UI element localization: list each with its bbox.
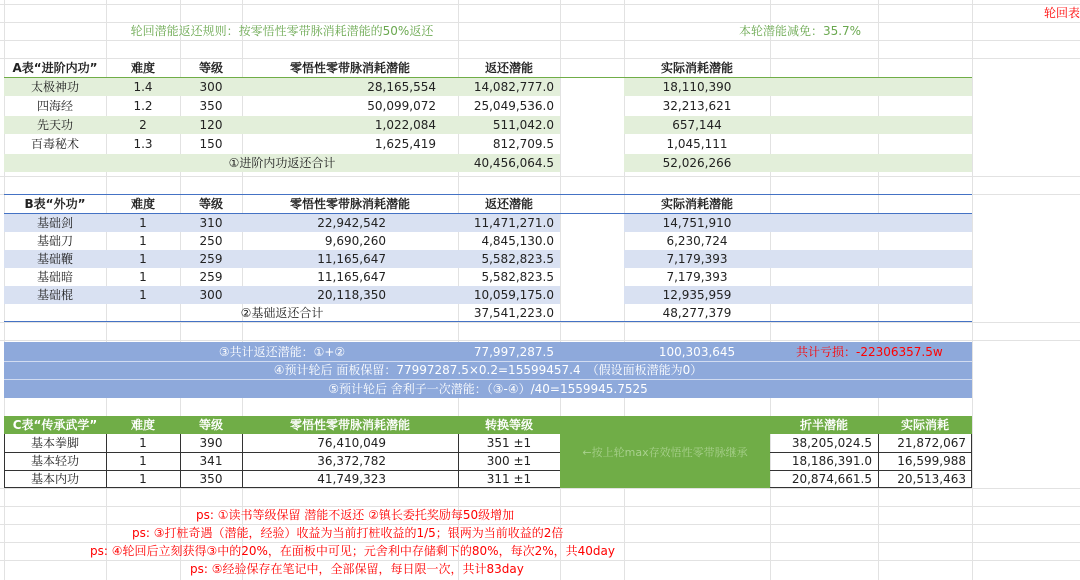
table-row-actual: 1,045,111 — [666, 137, 728, 151]
table-row-return: 11,471,271.0 — [473, 216, 554, 230]
table-row-return: 25,049,536.0 — [473, 99, 554, 113]
tableC-col-name: C表“传承武学” — [12, 418, 98, 432]
table-row-actual: 16,599,988 — [897, 454, 966, 468]
table-row-convert: 351 ±1 — [486, 436, 532, 450]
summary-sum-label: ③共计返还潜能：①+② — [218, 344, 346, 359]
tableB-col-name: B表“外功” — [24, 197, 86, 211]
table-row-difficulty: 1 — [139, 472, 147, 486]
table-row-consume: 9,690,260 — [324, 234, 386, 248]
summary-line4: ④预计轮后 面板保留：77997287.5×0.2=15599457.4 （假设面板潜能为0） — [273, 363, 703, 377]
table-row-level: 300 — [199, 80, 223, 94]
tableB-col-level: 等级 — [198, 197, 223, 211]
table-row-actual: 6,230,724 — [666, 234, 728, 248]
table-row-difficulty: 1 — [139, 234, 147, 248]
inherit-note-text: ←按上轮max存效悟性零带脉继承 — [582, 445, 748, 459]
table-row-actual: 20,513,463 — [897, 472, 966, 486]
table-row-half: 18,186,391.0 — [791, 454, 872, 468]
table-row-actual: 21,872,067 — [897, 436, 966, 450]
tableC-col-difficulty: 难度 — [130, 418, 155, 432]
table-row-name: 基础剑 — [36, 216, 73, 230]
table-row-half: 20,874,661.5 — [791, 472, 872, 486]
table-row-convert: 311 ±1 — [486, 472, 532, 486]
table-row-difficulty: 2 — [139, 118, 147, 132]
table-row-difficulty: 1 — [139, 270, 147, 284]
tableA-col-actual: 实际消耗潜能 — [660, 61, 733, 75]
summary-line5: ⑤预计轮后 舍利子一次潜能：（③-④）/40=1559945.7525 — [328, 381, 648, 396]
tableB-total-label: ②基础返还合计 — [240, 306, 324, 320]
table-row-level: 390 — [199, 436, 223, 450]
tableB-col-actual: 实际消耗潜能 — [660, 197, 733, 211]
table-row-consume: 36,372,782 — [317, 454, 386, 468]
table-row-level: 350 — [199, 99, 223, 113]
tableB-total-return: 37,541,223.0 — [473, 306, 554, 320]
table-row-actual: 7,179,393 — [666, 270, 728, 284]
note-line-2: ps: ③打桩奇遇（潜能，经验）收益为当前打桩收益的1/5；银两为当前收益的2倍 — [132, 526, 564, 540]
table-row-name: 基本轻功 — [30, 454, 79, 468]
table-row-name: 四海经 — [36, 99, 73, 113]
summary-loss: 共计亏损：-22306357.5w — [796, 344, 943, 359]
table-row-level: 310 — [199, 216, 223, 230]
table-row-half: 38,205,024.5 — [791, 436, 872, 450]
table-row-difficulty: 1 — [139, 288, 147, 302]
rule-text: 轮回潜能返还规则：按零悟性零带脉消耗潜能的50%返还 — [130, 24, 434, 38]
table-row-return: 5,582,823.5 — [481, 270, 554, 284]
table-row-name: 基础棍 — [36, 288, 73, 302]
tableA-total-return: 40,456,064.5 — [473, 156, 554, 170]
table-row-difficulty: 1.4 — [133, 80, 153, 94]
tableA-total-label: ①进阶内功返还合计 — [228, 156, 336, 170]
sheet-title-fragment: 轮回表 — [1043, 6, 1080, 20]
table-row-difficulty: 1 — [139, 454, 147, 468]
table-row-return: 4,845,130.0 — [481, 234, 554, 248]
tableC-col-half: 折半潜能 — [799, 418, 848, 432]
table-row-return: 14,082,777.0 — [473, 80, 554, 94]
tableA-col-level: 等级 — [198, 61, 223, 75]
table-row-level: 250 — [199, 234, 223, 248]
table-row-actual: 12,935,959 — [662, 288, 732, 302]
table-row-name: 基础刀 — [36, 234, 73, 248]
table-row-return: 812,709.5 — [492, 137, 554, 151]
table-row-convert: 300 ±1 — [486, 454, 532, 468]
tableB-col-consume: 零悟性零带脉消耗潜能 — [289, 197, 410, 211]
tableA-col-consume: 零悟性零带脉消耗潜能 — [289, 61, 410, 75]
table-row-consume: 20,118,350 — [317, 288, 386, 302]
note-line-3: ps: ④轮回后立刻获得③中的20%，在面板中可见；元舍利中存储剩下的80%，每次2%，共40day — [90, 544, 615, 558]
table-row-consume: 76,410,049 — [317, 436, 386, 450]
summary-sum-return: 77,997,287.5 — [473, 344, 554, 359]
table-row-level: 300 — [199, 288, 223, 302]
tableB-total-actual: 48,277,379 — [662, 306, 732, 320]
note-line-4: ps: ⑤经验保存在笔记中，全部保留，每日限一次，共计83day — [190, 562, 524, 576]
tableB-col-return: 返还潜能 — [484, 197, 533, 211]
note-line-1: ps: ①读书等级保留 潜能不返还 ②镇长委托奖励每50级增加 — [196, 508, 515, 522]
table-row-consume: 11,165,647 — [317, 252, 386, 266]
tableB-col-difficulty: 难度 — [130, 197, 155, 211]
table-row-difficulty: 1 — [139, 216, 147, 230]
table-row-return: 511,042.0 — [492, 118, 554, 132]
reduction-text: 本轮潜能减免：35.7% — [738, 24, 862, 38]
tableC-col-level: 等级 — [198, 418, 223, 432]
table-row-difficulty: 1.3 — [133, 137, 153, 151]
table-row-name: 先天功 — [36, 118, 73, 132]
table-row-actual: 657,144 — [672, 118, 722, 132]
tableA-col-name: A表“进阶内功” — [12, 61, 98, 75]
table-row-name: 基础暗 — [36, 270, 73, 284]
table-row-actual: 7,179,393 — [666, 252, 728, 266]
table-row-actual: 32,213,621 — [662, 99, 732, 113]
table-row-name: 太极神功 — [30, 80, 79, 94]
table-row-difficulty: 1.2 — [133, 99, 153, 113]
table-row-return: 5,582,823.5 — [481, 252, 554, 266]
table-row-difficulty: 1 — [139, 436, 147, 450]
table-row-consume: 41,749,323 — [317, 472, 386, 486]
table-row-consume: 50,099,072 — [367, 99, 436, 113]
table-row-consume: 1,625,419 — [374, 137, 436, 151]
table-row-name: 百毒秘术 — [30, 137, 79, 151]
table-row-consume: 28,165,554 — [367, 80, 436, 94]
table-row-level: 259 — [199, 252, 223, 266]
table-row-consume: 22,942,542 — [317, 216, 386, 230]
table-row-name: 基本内功 — [30, 472, 79, 486]
table-row-level: 120 — [199, 118, 223, 132]
tableA-total-actual: 52,026,266 — [662, 156, 732, 170]
table-row-level: 259 — [199, 270, 223, 284]
tableC-col-convert: 转换等级 — [484, 418, 533, 432]
table-row-level: 150 — [199, 137, 223, 151]
table-row-name: 基本拳脚 — [30, 436, 79, 450]
table-row-consume: 11,165,647 — [317, 270, 386, 284]
table-row-difficulty: 1 — [139, 252, 147, 266]
tableA-col-return: 返还潜能 — [484, 61, 533, 75]
table-row-consume: 1,022,084 — [374, 118, 436, 132]
table-row-actual: 14,751,910 — [662, 216, 732, 230]
tableC-col-actual: 实际消耗 — [900, 418, 949, 432]
table-row-return: 10,059,175.0 — [473, 288, 554, 302]
table-row-name: 基础鞭 — [36, 252, 73, 266]
table-row-actual: 18,110,390 — [662, 80, 732, 94]
tableA-col-difficulty: 难度 — [130, 61, 155, 75]
table-row-level: 350 — [199, 472, 223, 486]
tableC-col-consume: 零悟性零带脉消耗潜能 — [289, 418, 410, 432]
table-row-level: 341 — [199, 454, 223, 468]
summary-sum-actual: 100,303,645 — [658, 344, 736, 359]
